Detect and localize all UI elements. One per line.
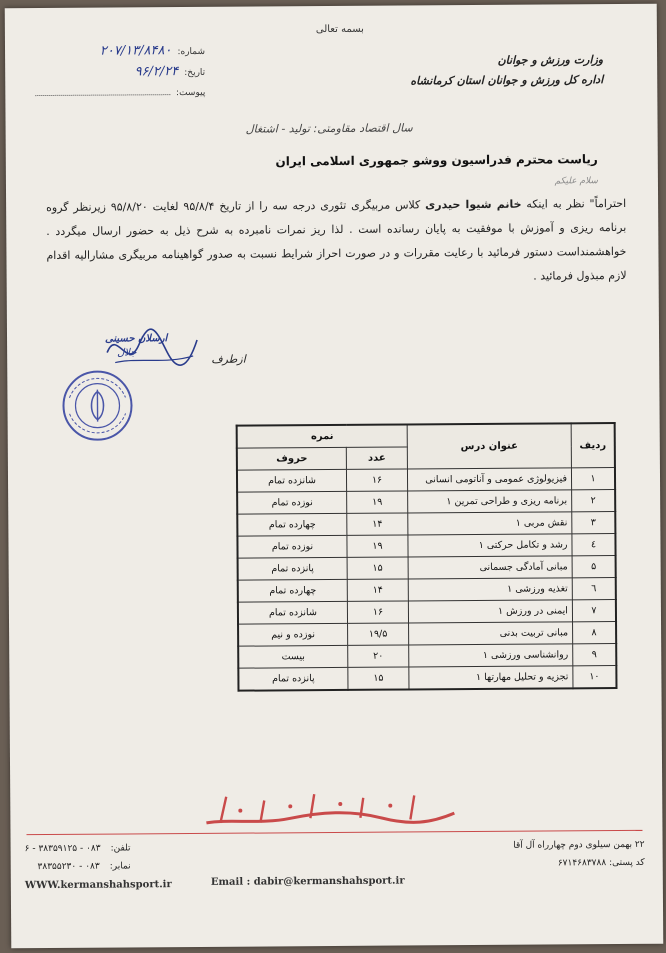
letter-page [5,4,664,949]
date-value: ۹۶/۲/۲۴ [134,64,179,80]
signer-scribble: جلال [117,347,137,359]
letter-number-row [35,41,205,63]
row-title: روانشناسی ورزشی ۱ [409,644,573,667]
footer-logo-text: اداره کل ورزش و جوانان استان کرمانشاه [321,815,340,818]
row-radif: ۸ [573,622,617,644]
attachment-label: پیوست: [176,87,206,99]
letter-date-row [35,62,205,84]
row-radif: ۱ [571,468,615,490]
row-words: نوزده تمام [237,535,347,558]
footer-address-block [513,836,645,873]
phone-value: ۰۸۳ - ۳۸۳۵۹۱۲۵ - ۶ [24,843,101,855]
footer-email: Email : dabir@kermanshahsport.ir [210,875,405,888]
number-value: ۲۰۷/۱۳/۸۴۸۰ [99,43,172,59]
row-number: ۱۶ [346,469,407,491]
bismillah-heading: بسمه تعالی [315,23,364,36]
table-row [237,534,615,559]
row-radif: ۳ [572,512,616,534]
row-words: نوزده تمام [237,491,347,514]
row-number: ۱۹ [347,491,408,513]
row-number: ۱۶ [347,601,408,623]
ministry-heading [410,50,603,91]
table-row [238,666,616,691]
row-number: ۱۴ [347,513,408,535]
phone-label: تلفن: [110,843,131,854]
row-number: ۱۵ [347,557,408,579]
table-row [237,490,615,515]
fax-value: ۰۸۳ - ۳۸۳۵۵۲۳۰ [37,861,100,873]
row-number: ۱۵ [348,667,409,690]
phone-row [25,839,131,858]
footer-website: WWW.kermanshahsport.ir [24,879,172,892]
row-title: تجزیه و تحلیل مهارتها ۱ [409,666,573,690]
postal-code: ۶۷۱۴۶۸۳۷۸۸ [557,858,607,869]
table-row [238,556,616,581]
attachment-line [35,84,170,96]
row-radif: ۲ [572,490,616,512]
row-number: ۱۹ [347,535,408,557]
official-stamp-icon [59,367,136,444]
table-row [237,512,615,537]
table-row [238,644,616,669]
row-radif: ۱۰ [573,666,617,689]
year-slogan: سال اقتصاد مقاومتی: تولید - اشتغال [245,121,413,136]
body-student-name: خانم شیوا حیدری [425,197,522,212]
row-title: برنامه ریزی و طراحی تمرین ۱ [408,490,572,513]
row-title: رشد و تکامل حرکتی ۱ [408,534,572,557]
row-title: فیزیولوژی عمومی و آناتومی انسانی [407,468,571,491]
header-words: حروف [237,447,347,470]
header-grade: نمره [237,424,408,448]
row-words: چهارده تمام [237,513,347,536]
letter-body [46,192,627,292]
header-number: عدد [346,447,407,469]
from-label: ازطرف [211,352,246,366]
letter-meta [35,41,205,104]
row-words: شانزده تمام [238,601,348,624]
row-words: پانزده تمام [238,557,348,580]
greeting: سلام علیکم [554,176,598,187]
grades-table [236,422,618,692]
footer-address: ۲۲ بهمن سیلوی دوم چهارراه آل آقا [513,839,645,851]
attachment-row [35,83,205,104]
body-intro: احتراماً" نظر به اینکه [526,196,627,211]
table-row [237,468,615,493]
row-words: پانزده تمام [238,667,348,690]
number-label: شماره: [177,46,206,58]
addressee: ریاست محترم فدراسیون ووشو جمهوری اسلامی ایران [275,152,598,169]
row-radif: ٦ [572,578,616,600]
row-number: ۱۴ [347,579,408,601]
header-title: عنوان درس [407,423,571,469]
table-row [238,600,616,625]
footer-calligraphy-logo [200,787,460,833]
signer-name: ارسلان حسینی [105,333,168,345]
row-words: چهارده تمام [238,579,348,602]
row-words: شانزده تمام [237,469,347,492]
header-radif: ردیف [571,423,615,468]
fax-row [25,857,131,876]
row-radif: ٤ [572,534,616,556]
ministry-line-2: اداره کل ورزش و جوانان استان کرمانشاه [410,73,604,88]
date-label: تاریخ: [184,67,206,79]
row-words: بیست [238,645,348,668]
row-title: مبانی آمادگی جسمانی [408,556,572,579]
table-row [238,578,616,603]
ministry-line-1: وزارت ورزش و جوانان [497,53,604,67]
body-main: کلاس مربیگری تئوری درجه سه را از تاریخ ۹۵/۸/۴ لغایت ۹۵/۸/۲۰ زیرنظر گروه برنامه ریزی و آموزش با موفقیت به پایان رسانده است . لذا ریز نمرات نامبرده به شرح ذیل به حضور ارسال میگردد . خواهشمنداست دستور فرمائید با رعایت مقررات و در صورت احراز شرایط نسبت به صدور گواهینامه مربیگری مشارالیه اقدام لازم مبذول فرمائید . [46,198,627,283]
row-words: نوزده و نیم [238,623,348,646]
row-radif: ۵ [572,556,616,578]
row-title: تغذیه ورزشی ۱ [408,578,572,601]
postal-label: کد پستی: [609,857,645,869]
row-number: ۱۹/۵ [348,623,409,645]
footer-phones-block [25,839,131,876]
row-radif: ۹ [573,644,617,666]
row-title: ایمنی در ورزش ۱ [408,600,572,623]
fax-label: نمابر: [109,861,131,872]
row-title: نقش مربی ۱ [408,512,572,535]
footer-postal-row [513,854,644,873]
row-radif: ۷ [572,600,616,622]
row-title: مبانی تربیت بدنی [409,622,573,645]
table-row [238,622,616,647]
row-number: ۲۰ [348,645,409,667]
